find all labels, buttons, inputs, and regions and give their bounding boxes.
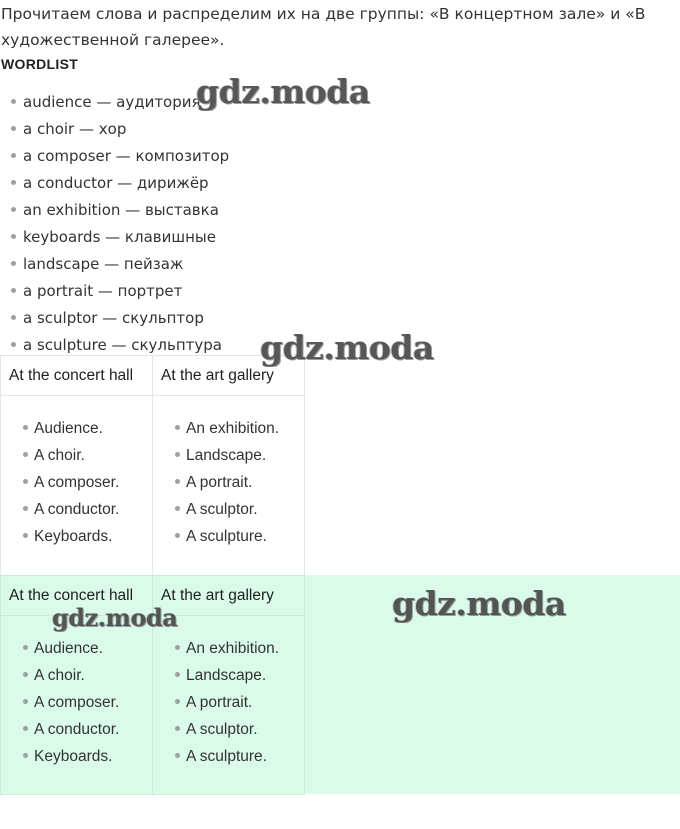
bullet-icon — [23, 672, 28, 677]
list-item — [11, 225, 229, 252]
bullet-icon — [23, 645, 28, 650]
list-item — [23, 526, 152, 553]
list-item — [11, 306, 229, 333]
wordlist-entry: keyboards — клавишные — [23, 228, 216, 246]
list-item — [175, 692, 304, 719]
list-item — [11, 279, 229, 306]
concert-hall-list — [1, 396, 152, 553]
watermark-logo: gdz.moda — [260, 328, 434, 367]
art-gallery-word: A portrait. — [186, 474, 253, 491]
list-item — [11, 117, 229, 144]
list-item — [11, 171, 229, 198]
column-header-art-gallery: At the art gallery — [153, 356, 305, 396]
bullet-icon — [23, 533, 28, 538]
bullet-icon — [175, 672, 180, 677]
column-header-art-gallery: At the art gallery — [153, 576, 305, 616]
list-item — [23, 665, 152, 692]
bullet-icon — [175, 506, 180, 511]
art-gallery-word: A portrait. — [186, 694, 253, 711]
art-gallery-cell — [153, 616, 305, 795]
column-header-concert-hall: At the concert hall — [1, 576, 153, 616]
watermark-logo: gdz.moda — [196, 72, 370, 111]
bullet-icon — [11, 288, 16, 293]
bullet-icon — [11, 180, 16, 185]
bullet-icon — [23, 506, 28, 511]
list-item — [175, 638, 304, 665]
art-gallery-word: Landscape. — [186, 667, 267, 684]
list-item — [175, 418, 304, 445]
bullet-icon — [11, 315, 16, 320]
concert-hall-word: Keyboards. — [34, 528, 113, 545]
wordlist-entry: an exhibition — выставка — [23, 201, 219, 219]
art-gallery-list — [153, 616, 304, 773]
concert-hall-word: A choir. — [34, 447, 85, 464]
art-gallery-word: Landscape. — [186, 447, 267, 464]
bullet-icon — [11, 99, 16, 104]
bullet-icon — [23, 452, 28, 457]
bullet-icon — [23, 753, 28, 758]
wordlist-entry: a sculpture — скульптура — [23, 336, 222, 354]
bullet-icon — [175, 479, 180, 484]
list-item — [23, 499, 152, 526]
concert-hall-word: Keyboards. — [34, 748, 113, 765]
bullet-icon — [23, 425, 28, 430]
bullet-icon — [11, 153, 16, 158]
wordlist-entry: a conductor — дирижёр — [23, 174, 209, 192]
concert-hall-word: A choir. — [34, 667, 85, 684]
wordlist-entry: a portrait — портрет — [23, 282, 183, 300]
wordlist-entry: audience — аудитория — [23, 93, 201, 111]
list-item — [11, 252, 229, 279]
wordlist-entry: a choir — хор — [23, 120, 127, 138]
wordlist-title: WORDLIST — [1, 56, 79, 72]
concert-hall-word: A conductor. — [34, 721, 120, 738]
bullet-icon — [175, 699, 180, 704]
wordlist-entry: a composer — композитор — [23, 147, 230, 165]
list-item — [175, 665, 304, 692]
list-item — [175, 526, 304, 553]
bullet-icon — [23, 479, 28, 484]
concert-hall-list — [1, 616, 152, 773]
watermark-logo: gdz.moda — [52, 603, 178, 632]
list-item — [23, 719, 152, 746]
art-gallery-word: A sculpture. — [186, 748, 267, 765]
list-item — [23, 445, 152, 472]
art-gallery-word: A sculptor. — [186, 721, 258, 738]
bullet-icon — [11, 207, 16, 212]
bullet-icon — [175, 452, 180, 457]
list-item — [23, 692, 152, 719]
wordlist — [11, 90, 229, 360]
column-header-concert-hall: At the concert hall — [1, 356, 153, 396]
concert-hall-word: A composer. — [34, 694, 120, 711]
list-item — [175, 445, 304, 472]
bullet-icon — [11, 234, 16, 239]
list-item — [175, 719, 304, 746]
bullet-icon — [11, 126, 16, 131]
list-item — [175, 472, 304, 499]
list-item — [175, 499, 304, 526]
list-item — [23, 746, 152, 773]
bullet-icon — [175, 645, 180, 650]
bullet-icon — [11, 342, 16, 347]
list-item — [11, 144, 229, 171]
bullet-icon — [175, 753, 180, 758]
table-header-row — [1, 356, 305, 396]
list-item — [11, 198, 229, 225]
bullet-icon — [23, 699, 28, 704]
art-gallery-word: An exhibition. — [186, 420, 280, 437]
concert-hall-cell — [1, 616, 153, 795]
table-row — [1, 616, 305, 795]
bullet-icon — [175, 726, 180, 731]
concert-hall-word: Audience. — [34, 640, 103, 657]
bullet-icon — [175, 425, 180, 430]
wordlist-entry: landscape — пейзаж — [23, 255, 184, 273]
art-gallery-list — [153, 396, 304, 553]
bullet-icon — [175, 533, 180, 538]
list-item — [23, 638, 152, 665]
list-item — [175, 746, 304, 773]
concert-hall-word: A composer. — [34, 474, 120, 491]
list-item — [23, 418, 152, 445]
concert-hall-word: A conductor. — [34, 501, 120, 518]
art-gallery-word: An exhibition. — [186, 640, 280, 657]
list-item — [23, 472, 152, 499]
wordlist-entry: a sculptor — скульптор — [23, 309, 204, 327]
bullet-icon — [11, 261, 16, 266]
art-gallery-word: A sculptor. — [186, 501, 258, 518]
bullet-icon — [23, 726, 28, 731]
watermark-logo: gdz.moda — [392, 584, 566, 623]
intro-text: Прочитаем слова и распределим их на две группы: «В концертном зале» и «В художественной галерее». — [1, 5, 646, 49]
art-gallery-word: A sculpture. — [186, 528, 267, 545]
concert-hall-word: Audience. — [34, 420, 103, 437]
